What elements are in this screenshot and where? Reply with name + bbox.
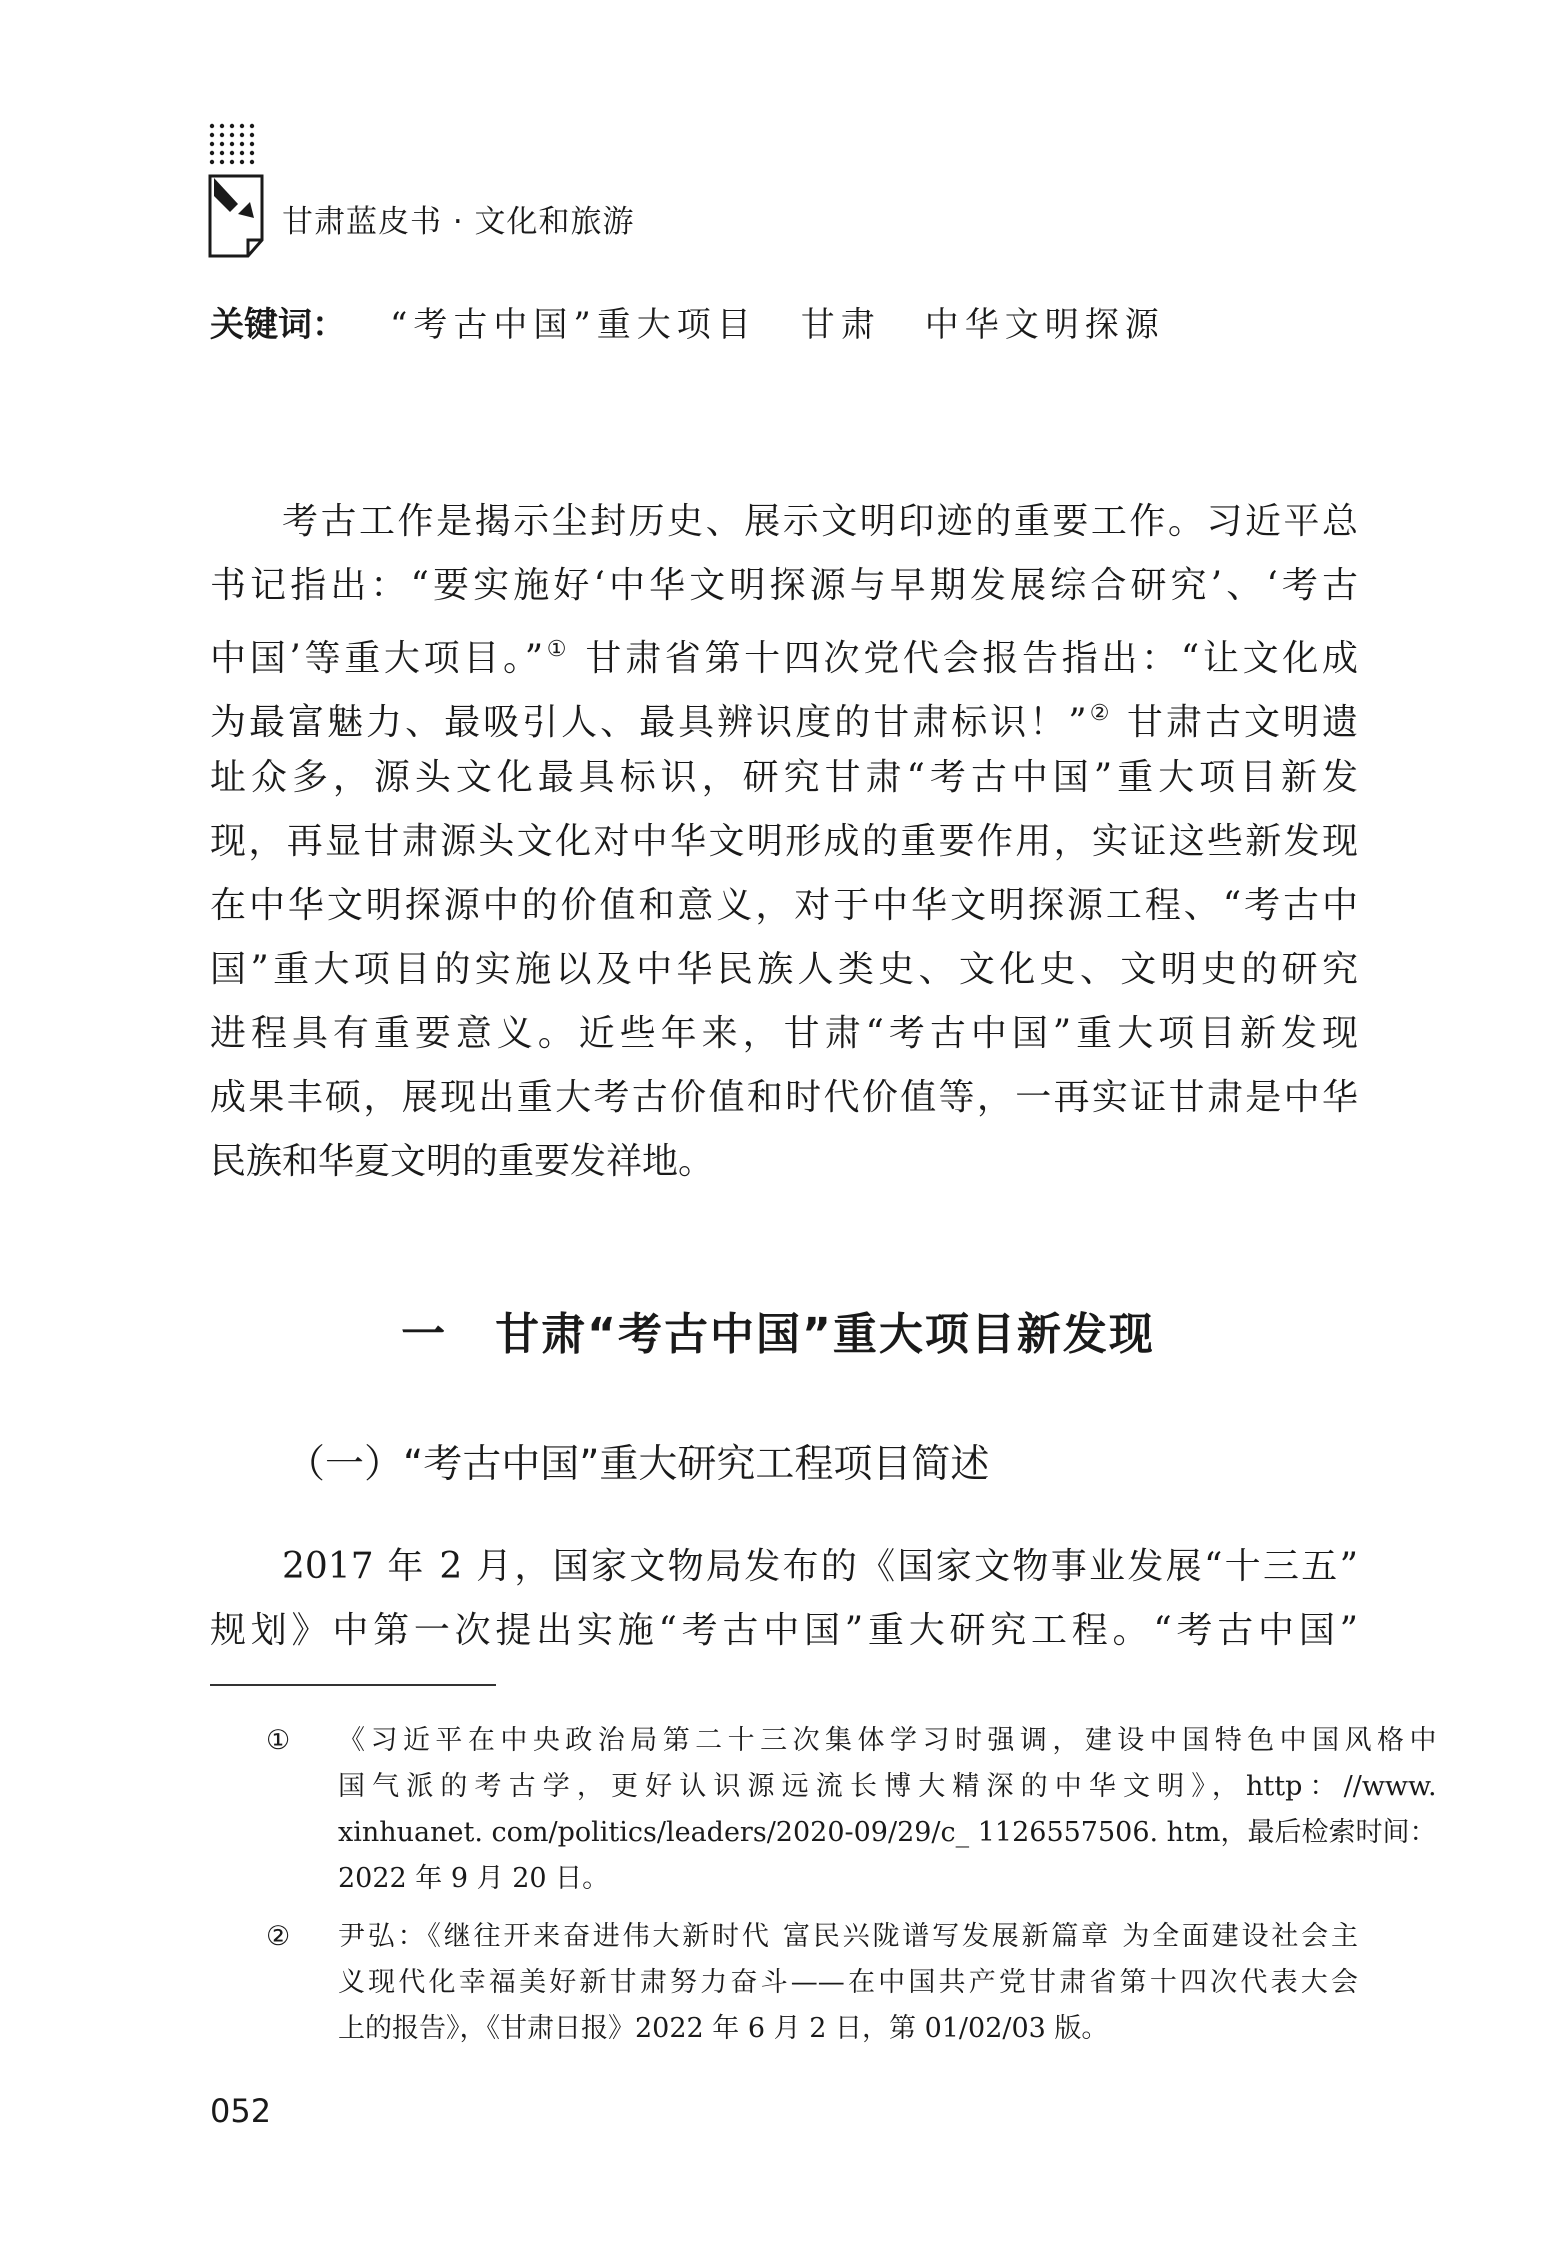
paragraph-line: 书记指出：“要实施好‘中华文明探源与早期发展综合研究’、‘考古 — [210, 565, 1358, 606]
footnote-line: 国气派的考古学，更好认识源远流长博大精深的中华文明》，http：//www. — [338, 1771, 1437, 1802]
paragraph-line: 进程具有重要意义。近些年来，甘肃“考古中国”重大项目新发现 — [210, 1013, 1358, 1054]
footnotes — [210, 1718, 1437, 2064]
footnote-mark: ② — [266, 1921, 291, 1952]
line-segment: 为最富魅力、最吸引人、最具辨识度的甘肃标识！” — [210, 702, 1087, 743]
intro-paragraph — [210, 490, 1358, 1194]
footnote-divider — [210, 1684, 496, 1686]
paragraph-line: 成果丰硕，展现出重大考古价值和时代价值等，一再实证甘肃是中华 — [210, 1077, 1358, 1118]
section-heading — [0, 1298, 1556, 1362]
footnote-text — [326, 1914, 1358, 2052]
keyword-item: 甘肃 — [800, 305, 881, 345]
footnote-line: 《习近平在中央政治局第二十三次集体学习时强调，建设中国特色中国风格中 — [338, 1725, 1437, 1756]
footnote-line: 尹弘：《继往开来奋进伟大新时代 富民兴陇谱写发展新篇章 为全面建设社会主 — [338, 1921, 1358, 1952]
bluebook-logo-icon — [208, 122, 264, 262]
paragraph-line: 2017 年 2 月，国家文物局发布的《国家文物事业发展“十三五” — [282, 1546, 1358, 1587]
paragraph-line: 在中华文明探源中的价值和意义，对于中华文明探源工程、“考古中 — [210, 885, 1358, 926]
line-segment: 甘肃省第十四次党代会报告指出：“让文化成 — [585, 638, 1358, 679]
paragraph-line: 规划》中第一次提出实施“考古中国”重大研究工程。“考古中国” — [210, 1610, 1358, 1651]
paragraph-line: 考古工作是揭示尘封历史、展示文明印迹的重要工作。习近平总 — [282, 501, 1358, 542]
body-paragraph — [210, 1535, 1358, 1663]
section-number: 一 — [401, 1309, 448, 1360]
paragraph-line: 民族和华夏文明的重要发祥地。 — [210, 1141, 715, 1182]
keywords-line — [210, 297, 1165, 346]
footnote-line: 义现代化幸福美好新甘肃努力奋斗——在中国共产党甘肃省第十四次代表大会 — [338, 1967, 1358, 1998]
footnote-item — [210, 1914, 1358, 2052]
keyword-item: 中华文明探源 — [924, 305, 1165, 345]
subsection-heading: （一）“考古中国”重大研究工程项目简述 — [286, 1442, 990, 1487]
paragraph-line: 址众多，源头文化最具标识，研究甘肃“考古中国”重大项目新发 — [210, 757, 1358, 798]
line-segment: 甘肃古文明遗 — [1126, 702, 1358, 743]
footnote-line: 上的报告》，《甘肃日报》2022 年 6 月 2 日，第 01/02/03 版。 — [338, 2013, 1109, 2044]
footnote-mark: ① — [266, 1725, 291, 1756]
footnote-text — [326, 1718, 1437, 1902]
keywords-label: 关键词： — [210, 305, 346, 345]
footnote-line: xinhuanet. com/politics/leaders/2020-09/29/c_ 1126557506. htm，最后检索时间： — [338, 1817, 1437, 1848]
footnote-line: 2022 年 9 月 20 日。 — [338, 1863, 610, 1894]
paragraph-line — [210, 618, 1358, 682]
paragraph-line — [210, 682, 1358, 746]
footnote-ref: ② — [1086, 701, 1113, 726]
keyword-item: “考古中国”重大项目 — [390, 305, 757, 345]
section-title: 甘肃“考古中国”重大项目新发现 — [495, 1309, 1155, 1360]
running-header: 甘肃蓝皮书 · 文化和旅游 — [282, 204, 635, 240]
page-number: 052 — [210, 2092, 272, 2130]
line-segment: 中国’等重大项目。” — [210, 638, 544, 679]
footnote-item — [210, 1718, 1437, 1902]
footnote-ref: ① — [543, 637, 571, 662]
paragraph-line: 现，再显甘肃源头文化对中华文明形成的重要作用，实证这些新发现 — [210, 821, 1358, 862]
paragraph-line: 国”重大项目的实施以及中华民族人类史、文化史、文明史的研究 — [210, 949, 1358, 990]
